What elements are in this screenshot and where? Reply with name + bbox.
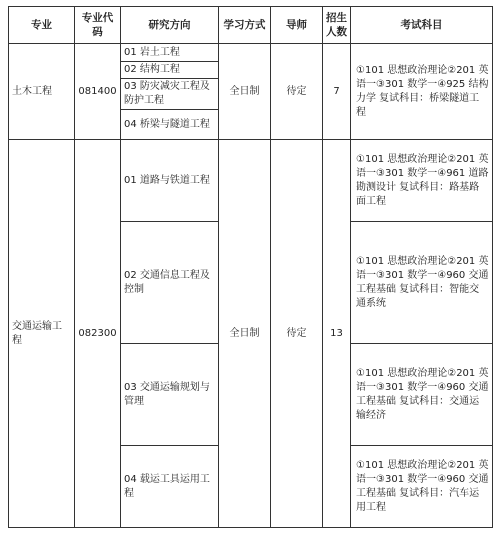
header-mode: 学习方式: [219, 7, 271, 44]
header-code: 专业代码: [75, 7, 121, 44]
advisor: 待定: [271, 140, 323, 528]
quota: 13: [323, 140, 351, 528]
quota: 7: [323, 44, 351, 140]
major-code: 081400: [75, 44, 121, 140]
exam-subjects: ①101 思想政治理论②201 英语一③301 数学一④960 交通工程基础 复试科目：智能交通系统: [351, 222, 493, 344]
major-code: 082300: [75, 140, 121, 528]
direction-cell: 04 桥梁与隧道工程: [121, 110, 219, 140]
table-row: [9, 44, 493, 62]
study-mode: 全日制: [219, 44, 271, 140]
header-subjects: 考试科目: [351, 7, 493, 44]
header-major: 专业: [9, 7, 75, 44]
major-name: 交通运输工程: [9, 140, 75, 528]
study-mode: 全日制: [219, 140, 271, 528]
direction-cell: 03 防灾减灾工程及防护工程: [121, 79, 219, 110]
major-name: 土木工程: [9, 44, 75, 140]
table-row: [9, 140, 493, 222]
exam-subjects: ①101 思想政治理论②201 英语一③301 数学一④960 交通工程基础 复试科目：交通运输经济: [351, 344, 493, 446]
header-direction: 研究方向: [121, 7, 219, 44]
exam-subjects: ①101 思想政治理论②201 英语一③301 数学一④961 道路勘测设计 复试科目：路基路面工程: [351, 140, 493, 222]
direction-cell: 02 结构工程: [121, 62, 219, 79]
direction-cell: 02 交通信息工程及控制: [121, 222, 219, 344]
header-row: [9, 7, 493, 44]
header-quota: 招生人数: [323, 7, 351, 44]
direction-cell: 01 道路与铁道工程: [121, 140, 219, 222]
admissions-table: [8, 6, 493, 528]
exam-subjects: ①101 思想政治理论②201 英语一③301 数学一④925 结构力学 复试科目：桥梁隧道工程: [351, 44, 493, 140]
direction-cell: 04 载运工具运用工程: [121, 446, 219, 528]
header-advisor: 导师: [271, 7, 323, 44]
advisor: 待定: [271, 44, 323, 140]
direction-cell: 01 岩土工程: [121, 44, 219, 62]
direction-cell: 03 交通运输规划与管理: [121, 344, 219, 446]
exam-subjects: ①101 思想政治理论②201 英语一③301 数学一④960 交通工程基础 复试科目：汽车运用工程: [351, 446, 493, 528]
